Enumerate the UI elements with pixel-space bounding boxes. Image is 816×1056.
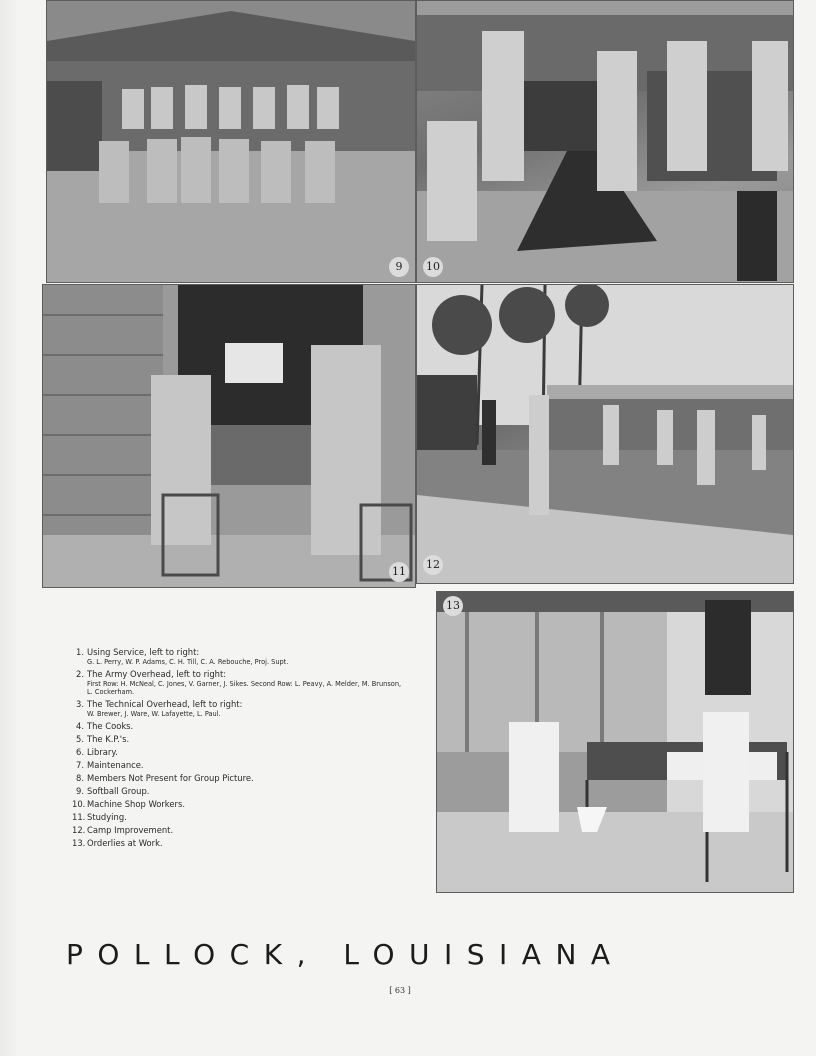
caption-item: 11. Studying. <box>72 812 127 822</box>
page-title: POLLOCK, LOUISIANA <box>66 938 625 971</box>
camp-improvement-image <box>417 285 793 583</box>
photo-number-9: 9 <box>389 257 409 277</box>
caption-item: 9. Softball Group. <box>76 786 150 796</box>
caption-item: 3. The Technical Overhead, left to right: W. Brewer, J. Ware, W. Lafayette, L. Paul. <box>76 699 243 718</box>
caption-item: 4. The Cooks. <box>76 721 134 731</box>
caption-item: 5. The K.P.'s. <box>76 734 130 744</box>
photo-machine-shop-workers <box>416 0 794 283</box>
caption-item: 6. Library. <box>76 747 118 757</box>
caption-item: 8. Members Not Present for Group Picture. <box>76 773 254 783</box>
machine-shop-image <box>417 1 793 282</box>
orderlies-image <box>437 592 793 892</box>
caption-item: 7. Maintenance. <box>76 760 144 770</box>
studying-image <box>43 285 415 587</box>
caption-item: 10. Machine Shop Workers. <box>72 799 185 809</box>
caption-item: 1. Using Service, left to right: G. L. Perry, W. P. Adams, C. H. Till, C. A. Rebouche, Proj. Supt. <box>76 647 289 666</box>
photo-camp-improvement <box>416 284 794 584</box>
photo-softball-group <box>46 0 416 283</box>
page-number: [ 63 ] <box>389 986 411 995</box>
photo-number-13: 13 <box>443 596 463 616</box>
caption-item: 2. The Army Overhead, left to right: First Row: H. McNeal, C. Jones, V. Garner, J. Sikes. Second Row: L. Peavy, A. Melder, M. Brunson, L. Cockerham. <box>76 669 402 696</box>
page-binding-shadow <box>0 0 18 1056</box>
photo-number-12: 12 <box>423 555 443 575</box>
caption-list <box>72 646 402 850</box>
photo-orderlies-at-work <box>436 591 794 893</box>
photo-studying <box>42 284 416 588</box>
caption-item: 12. Camp Improvement. <box>72 825 174 835</box>
photo-number-11: 11 <box>389 562 409 582</box>
caption-item: 13. Orderlies at Work. <box>72 838 163 848</box>
photo-number-10: 10 <box>423 257 443 277</box>
softball-group-image <box>47 1 415 282</box>
